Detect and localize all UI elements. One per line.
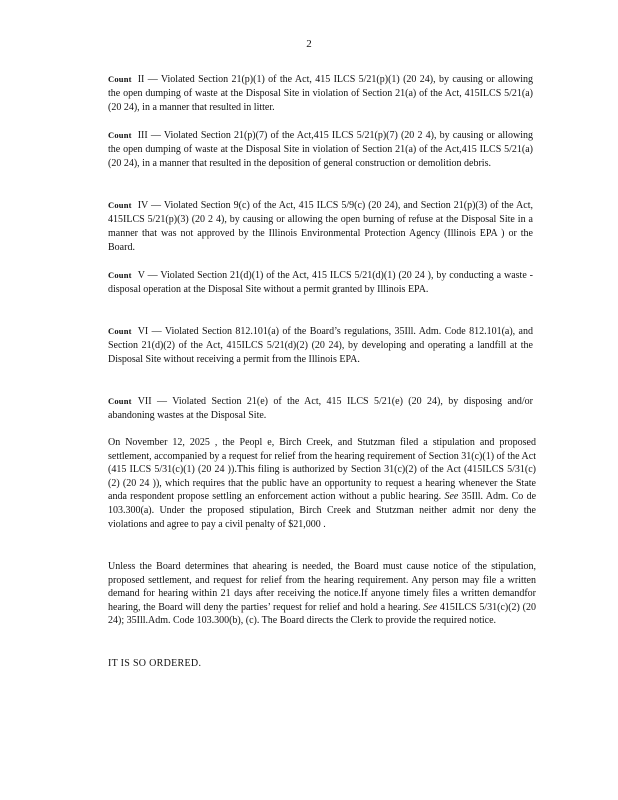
count-label: Count bbox=[108, 326, 132, 336]
count-label: Count bbox=[108, 130, 132, 140]
count-ii bbox=[108, 72, 533, 115]
notice-text: Unless the Board determines that ahearing is needed, the Board must cause notice of the stipulation, proposed settlement, and request for relief from the hearing requirement. Any person may file a written demand for hearing within 21 days after receiving the notice.If anyone timely files a written demandfor hearing, the Board will deny the parties’ request for relief and hold a hearing. bbox=[108, 561, 536, 613]
stipulation-text-cont: 35Ill. Adm. Co de 103.300(a). Under the proposed stipulation, Birch Creek and Stutzman neither admit nor deny the violations and agree to pay a civil penalty of $21,000 . bbox=[108, 491, 537, 530]
count-v bbox=[108, 268, 533, 297]
notice-text-cont: 415ILCS 5/31(c)(2) (20 24); 35Ill.Adm. Code 103.300(b), (c). The Board directs the Clerk to provide the required notice. bbox=[108, 601, 536, 627]
count-text: VI — Violated Section 812.101(a) of the Board’s regulations, 35Ill. Adm. Code 812.101(a), and Section 21(d)(2) of the Act, 415ILCS 5/21(d)(2) (20 24), by developing and operating a landfill at the Disposal Site without receiving a permit from the Illinois EPA. bbox=[108, 326, 533, 365]
count-text: VII — Violated Section 21(e) of the Act, 415 ILCS 5/21(e) (20 24), by disposing and/or abandoning wastes at the Disposal Site. bbox=[108, 396, 533, 421]
count-iii bbox=[108, 128, 533, 171]
count-text: II — Violated Section 21(p)(1) of the Act, 415 ILCS 5/21(p)(1) (20 24), by causing or allowing the open dumping of waste at the Disposal Site in violation of Section 21(a) of the Act, 415ILCS 5/21(a) (20 24), in a manner that resulted in litter. bbox=[108, 74, 533, 113]
count-text: V — Violated Section 21(d)(1) of the Act, 415 ILCS 5/21(d)(1) (20 24 ), by conducting a waste -disposal operation at the Disposal Site without a permit granted by Illinois EPA. bbox=[108, 270, 533, 295]
count-iv bbox=[108, 198, 533, 255]
count-text: IV — Violated Section 9(c) of the Act, 415 ILCS 5/9(c) (20 24), and Section 21(p)(3) of the Act, 415ILCS 5/21(p)(3) (20 2 4), by causing or allowing the open burning of refuse at the Disposal Site in a manner that was not approved by the Illinois Environmental Protection Agency (Illinois EPA ) or the Board. bbox=[108, 200, 533, 253]
count-vi bbox=[108, 324, 533, 367]
count-label: Count bbox=[108, 270, 132, 280]
count-text: III — Violated Section 21(p)(7) of the Act,415 ILCS 5/21(p)(7) (20 2 4), by causing or allowing the open dumping of waste at the Disposal Site in violation of Section 21(a) of the Act,415 ILCS 5/21(a) (20 24), in a manner that resulted in the deposition of general construction or demolition debris. bbox=[108, 130, 533, 169]
notice-paragraph bbox=[108, 560, 536, 628]
stipulation-text: On November 12, 2025 , the Peopl e, Birch Creek, and Stutzman filed a stipulation and proposed settlement, accompanied by a request for relief from the hearing requirement of Section 31(c)(1) of the Act (415 ILCS 5/31(c)(1) (20 24 )).This filing is authorized by Section 31(c)(2) of the Act (415ILCS 5/31(c)(2) (20 24 )), which requires that the public have an opportunity to request a hearing whenever the State anda respondent propose settling an enforcement action without a public hearing. bbox=[108, 437, 536, 503]
count-vii bbox=[108, 394, 533, 423]
see-signal: See bbox=[423, 601, 438, 613]
stipulation-paragraph bbox=[108, 436, 536, 531]
closing-order: IT IS SO ORDERED. bbox=[108, 658, 202, 669]
page-number: 2 bbox=[306, 38, 312, 50]
count-label: Count bbox=[108, 74, 132, 84]
count-label: Count bbox=[108, 396, 132, 406]
count-label: Count bbox=[108, 200, 132, 210]
see-signal: See bbox=[444, 491, 459, 503]
